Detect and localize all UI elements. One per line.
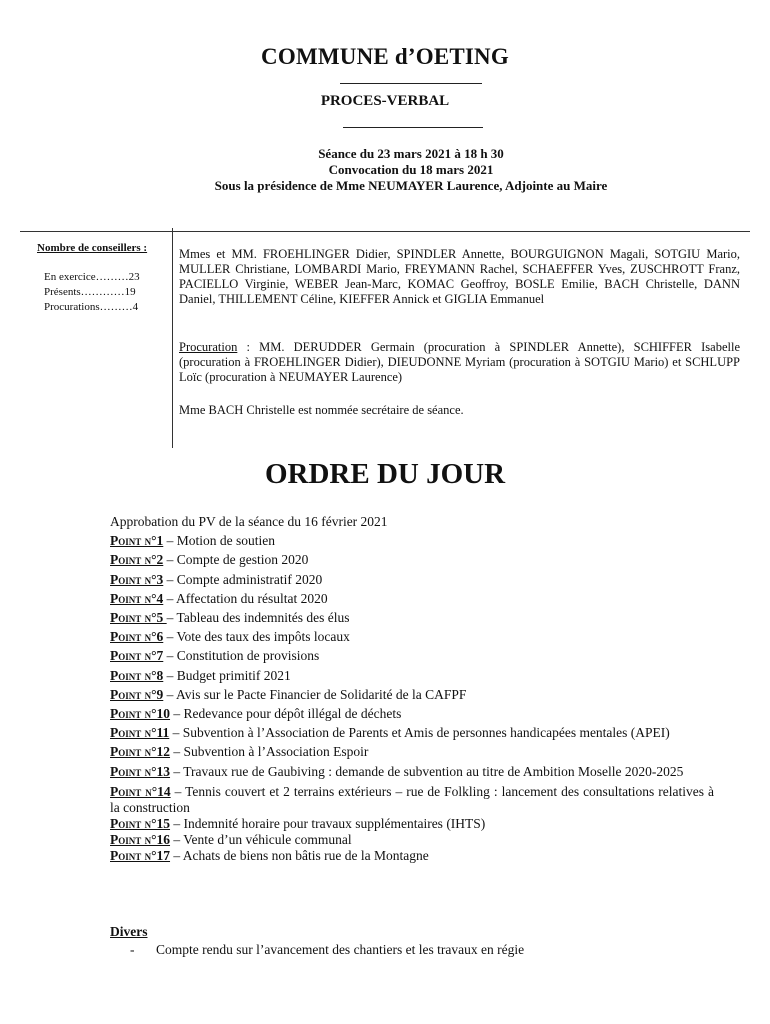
agenda-point-11: Point n°11 – Subvention à l’Association de Parents et Amis de personnes handicapées mentales (APEI) xyxy=(110,725,670,741)
agenda-point-12: Point n°12 – Subvention à l’Association Espoir xyxy=(110,744,369,760)
agenda-point-13: Point n°13 – Travaux rue de Gaubiving : demande de subvention au titre de Ambition Moselle 2020-2025 xyxy=(110,763,684,779)
agenda-title: ORDRE DU JOUR xyxy=(264,458,506,490)
agenda-point-7: Point n°7 – Constitution de provisions xyxy=(110,648,320,664)
count-procurations: Procurations………4 xyxy=(44,301,139,313)
divers-heading: Divers xyxy=(110,924,148,939)
subtitle-rule xyxy=(343,127,483,128)
agenda-point-17: Point n°17 – Achats de biens non bâtis rue de la Montagne xyxy=(110,847,429,863)
divers-item xyxy=(130,942,524,958)
divers-item-text: Compte rendu sur l’avancement des chantiers et les travaux en régie xyxy=(156,942,525,957)
agenda-point-14: Point n°14 – Tennis couvert et 2 terrains extérieurs – rue de Folkling : lancement des consultations relatives à la construction xyxy=(110,783,714,815)
conseillers-heading: Nombre de conseillers : xyxy=(37,242,148,254)
agenda-point-5: Point n°5 – Tableau des indemnités des élus xyxy=(110,610,350,626)
agenda-point-2: Point n°2 – Compte de gestion 2020 xyxy=(110,552,309,568)
members-present: Mmes et MM. FROEHLINGER Didier, SPINDLER Annette, BOURGUIGNON Magali, SOTGIU Mario, MULLER Christiane, LOMBARDI Mario, FREYMANN Rachel, SCHAEFFER Yves, ZUSCHROTT Franz, PACIELLO Virginie, WEBER Jean-Marc, KOMAC Geoffroy, BOSLE Emilie, BACH Christelle, DANN Daniel, THILLEMENT Céline, KIEFFER Annick et GIGLIA Emmanuel xyxy=(179,247,740,306)
agenda-list xyxy=(110,512,714,864)
agenda-point-3: Point n°3 – Compte administratif 2020 xyxy=(110,571,323,587)
divers-dash: - xyxy=(130,942,135,957)
agenda-point-16: Point n°16 – Vente d’un véhicule communal xyxy=(110,831,352,847)
agenda-point-9: Point n°9 – Avis sur le Pacte Financier de Solidarité de la CAFPF xyxy=(110,686,467,702)
seance-date: Séance du 23 mars 2021 à 18 h 30 xyxy=(318,146,504,161)
session-info xyxy=(0,146,770,194)
agenda-point-8: Point n°8 – Budget primitif 2021 xyxy=(110,667,291,683)
agenda-point-10: Point n°10 – Redevance pour dépôt illégal de déchets xyxy=(110,706,402,722)
count-en-exercice: En exercice………23 xyxy=(44,271,140,283)
section-divider xyxy=(20,231,750,232)
count-presents: Présents…………19 xyxy=(44,286,136,298)
agenda-point-1: Point n°1 – Motion de soutien xyxy=(110,533,276,549)
secretaire-seance: Mme BACH Christelle est nommée secrétaire de séance. xyxy=(179,403,464,417)
conseillers-counts xyxy=(44,270,140,315)
convocation-date: Convocation du 18 mars 2021 xyxy=(328,162,494,177)
agenda-point-6: Point n°6 – Vote des taux des impôts locaux xyxy=(110,629,350,645)
presidence: Sous la présidence de Mme NEUMAYER Laurence, Adjointe au Maire xyxy=(214,178,608,193)
commune-title: COMMUNE d’OETING xyxy=(261,44,509,69)
procurations-paragraph xyxy=(179,340,740,385)
procuration-label: Procuration xyxy=(179,340,238,354)
column-divider xyxy=(172,228,173,448)
procuration-text: : MM. DERUDDER Germain (procuration à SPINDLER Annette), SCHIFFER Isabelle (procuration à FROEHLINGER Didier), DIEUDONNE Myriam (procuration à SOTGIU Mario) et SCHLUPP Loïc (procuration à NEUMAYER Laurence) xyxy=(179,340,740,384)
document-type: PROCES-VERBAL xyxy=(320,93,450,109)
agenda-approbation: Approbation du PV de la séance du 16 février 2021 xyxy=(110,514,388,529)
title-rule xyxy=(340,83,482,84)
agenda-point-15: Point n°15 – Indemnité horaire pour travaux supplémentaires (IHTS) xyxy=(110,815,486,831)
agenda-point-4: Point n°4 – Affectation du résultat 2020 xyxy=(110,590,328,606)
